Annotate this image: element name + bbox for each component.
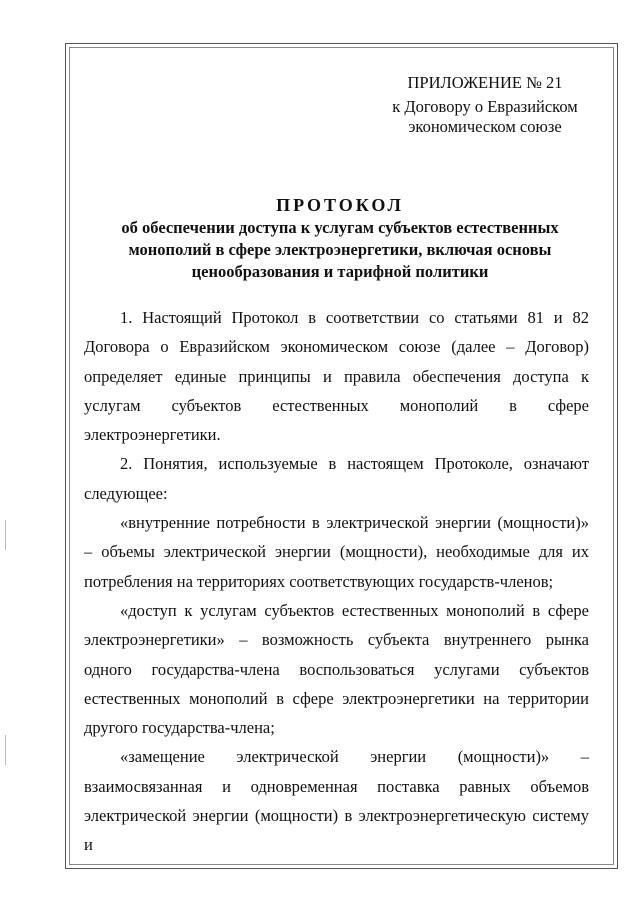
scan-artifact-mark [5,520,6,550]
title-line-3: ценообразования и тарифной политики [191,262,489,281]
appendix-line-2: экономическом союзе [408,117,562,136]
paragraph-5: «замещение электрической энергии (мощности)» – взаимосвязанная и одновременная поставка равных объемов электрической энергии (мощности) в электроэнергетическую систему и [84,747,589,855]
paragraph-4: «доступ к услугам субъектов естественных монополий в сфере электроэнергетики» – возможность субъекта внутреннего рынка одного государства-члена воспользоваться услугами субъектов естественных монополий в сфере электроэнергетики на территории другого государства-члена; [84,600,589,738]
paragraph-3: «внутренние потребности в электрической энергии (мощности)» – объемы электрической энергии (мощности), необходимые для их потребления на территориях соответствующих государств-членов; [84,513,589,591]
title-main: ПРОТОКОЛ [276,195,404,215]
document-title [85,193,595,283]
paragraph-1: 1. Настоящий Протокол в соответствии со статьями 81 и 82 Договора о Евразийском экономическом союзе (далее – Договор) определяет единые принципы и правила обеспечения доступа к услугам субъектов естественных монополий в сфере электроэнергетики. [84,308,589,445]
appendix-line-1: к Договору о Евразийском [392,97,578,116]
scan-artifact-mark [5,735,6,765]
paragraph-2: 2. Понятия, используемые в настоящем Протоколе, означают следующее: [84,454,589,503]
title-line-2: монополий в сфере электроэнергетики, включая основы [128,240,552,259]
appendix-header [370,73,600,137]
document-body [84,303,589,860]
appendix-number: ПРИЛОЖЕНИЕ № 21 [407,73,563,92]
title-line-1: об обеспечении доступа к услугам субъектов естественных [121,218,559,237]
